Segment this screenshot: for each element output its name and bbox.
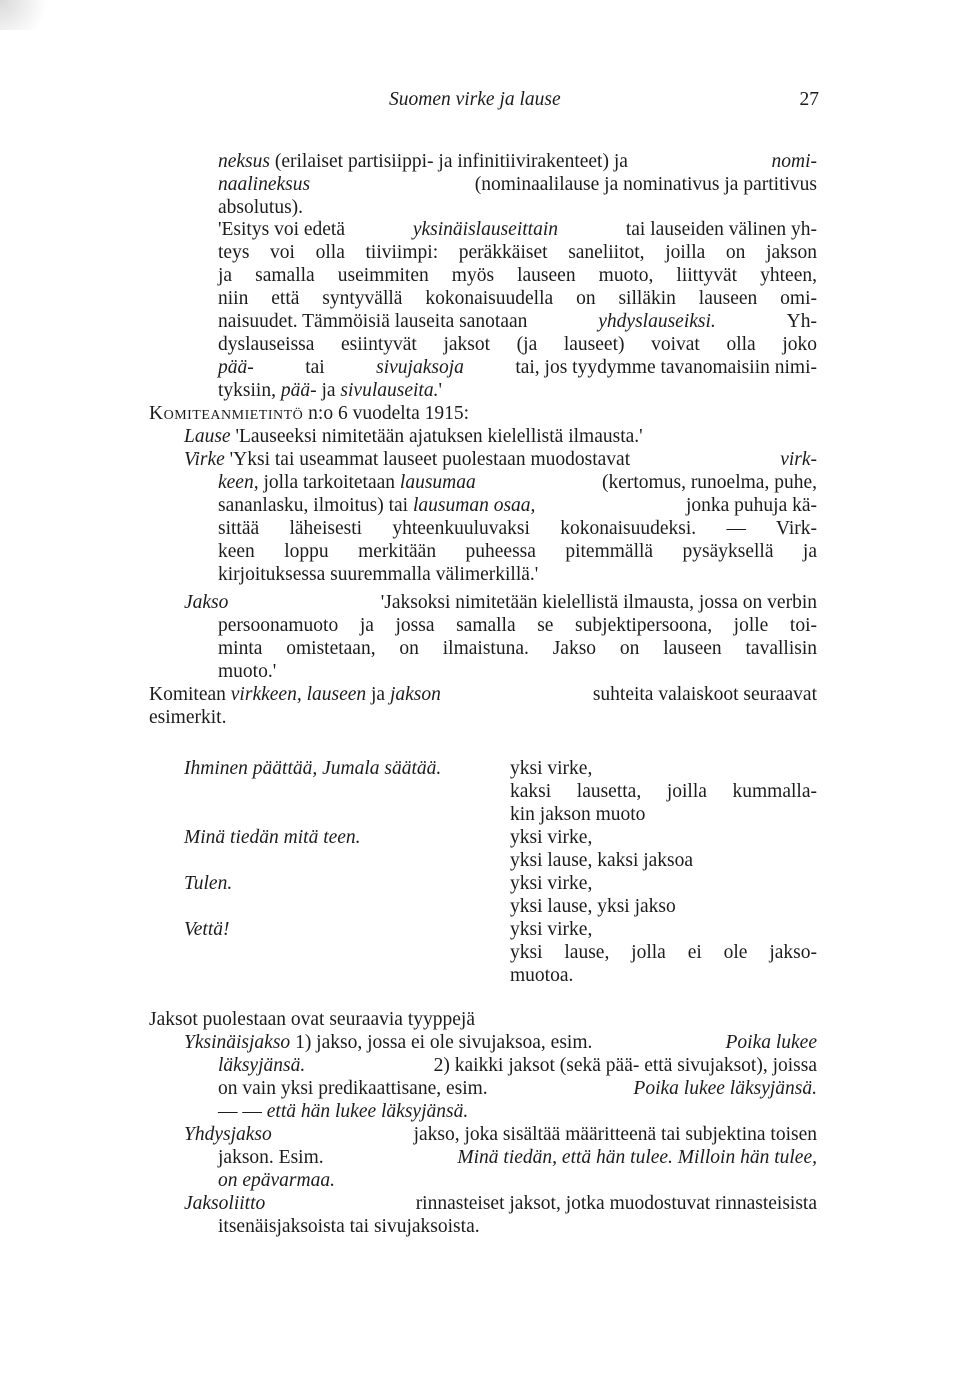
text-line: persoonamuoto ja jossa samalla se subjektipersoona, jolle toi-: [218, 615, 817, 636]
example-description: yksi lause, jolla ei ole jakso-: [510, 942, 817, 963]
example-description: yksi virke,: [510, 758, 593, 779]
text-line: tyksiin, pää- ja sivulauseita.': [218, 380, 442, 401]
example-description: muotoa.: [510, 965, 574, 986]
example-sentence: Tulen.: [184, 873, 233, 894]
text-line: neksus (erilaiset partisiippi- ja infinitiivirakenteet) ja nomi-: [218, 151, 817, 172]
text-line: niin että syntyvällä kokonaisuudella on silläkin lauseen omi-: [218, 288, 817, 309]
text-line: 'Esitys voi edetä yksinäislauseittain tai lauseiden välinen yh-: [218, 219, 817, 240]
text-line: teys voi olla tiiviimpi: peräkkäiset saneliitot, joilla on jakson: [218, 242, 817, 263]
text-line: Yksinäisjakso 1) jakso, jossa ei ole sivujaksoa, esim. Poika lukee: [184, 1032, 817, 1053]
text-line: sananlasku, ilmoitus) tai lausuman osaa, jonka puhuja kä-: [218, 495, 817, 516]
text-line: minta omistetaan, on ilmaistuna. Jakso on lauseen tavallisin: [218, 638, 817, 659]
page-number: 27: [799, 89, 819, 110]
example-sentence: Minä tiedän mitä teen.: [184, 827, 361, 848]
text-line: itsenäisjaksoista tai sivujaksoista.: [218, 1216, 480, 1237]
definition-lause: Lause 'Lauseeksi nimitetään ajatuksen kielellistä ilmausta.': [184, 426, 643, 447]
text-line: Jaksoliitto rinnasteiset jaksot, jotka muodostuvat rinnasteisista: [184, 1193, 817, 1214]
paragraph-jaksot: Jaksot puolestaan ovat seuraavia tyyppejä: [149, 1009, 475, 1030]
text-line: — — että hän lukee läksyjänsä.: [218, 1101, 469, 1122]
committee-reference: Komiteanmietintö n:o 6 vuodelta 1915:: [149, 403, 470, 424]
text-line: Jakso 'Jaksoksi nimitetään kielellistä ilmausta, jossa on verbin: [184, 592, 817, 613]
text-line: dyslauseissa esiintyvät jaksot (ja lauseet) voivat olla joko: [218, 334, 817, 355]
text-line: Virke 'Yksi tai useammat lauseet puolestaan muodostavat virk-: [184, 449, 817, 470]
text-line: Yhdysjakso jakso, joka sisältää määritteenä tai subjektina toisen: [184, 1124, 817, 1145]
example-sentence: Ihminen päättää, Jumala säätää.: [184, 758, 442, 779]
text-line: on epävarmaa.: [218, 1170, 335, 1191]
text-line: jakson. Esim. Minä tiedän, että hän tulee. Milloin hän tulee,: [218, 1147, 817, 1168]
example-description: kin jakson muoto: [510, 804, 646, 825]
example-description: kaksi lausetta, joilla kummalla-: [510, 781, 817, 802]
example-sentence: Vettä!: [184, 919, 230, 940]
text-line: ja samalla useimmiten myös lauseen muoto, liittyvät yhteen,: [218, 265, 817, 286]
scan-corner-shadow: [0, 0, 60, 30]
text-line: esimerkit.: [149, 707, 227, 728]
text-line: Komitean virkkeen, lauseen ja jakson suhteita valaiskoot seuraavat: [149, 684, 817, 705]
text-line: keen, jolla tarkoitetaan lausumaa (kertomus, runoelma, puhe,: [218, 472, 817, 493]
text-line: naalineksus (nominaalilause ja nominativus ja partitivus: [218, 174, 817, 195]
text-line: absolutus).: [218, 197, 304, 218]
example-description: yksi lause, kaksi jaksoa: [510, 850, 694, 871]
example-description: yksi virke,: [510, 919, 593, 940]
example-description: yksi virke,: [510, 873, 593, 894]
example-description: yksi virke,: [510, 827, 593, 848]
text-line: keen loppu merkitään puheessa pitemmällä pysäyksellä ja: [218, 541, 817, 562]
text-line: muoto.': [218, 661, 277, 682]
text-line: sittää läheisesti yhteenkuuluvaksi kokonaisuudeksi. — Virk-: [218, 518, 817, 539]
running-header-title: Suomen virke ja lause: [389, 89, 561, 110]
text-line: läksyjänsä. 2) kaikki jaksot (sekä pää- että sivujaksot), joissa: [218, 1055, 817, 1076]
text-line: pää- tai sivujaksoja tai, jos tyydymme tavanomaisiin nimi-: [218, 357, 817, 378]
text-line: kirjoituksessa suuremmalla välimerkillä.': [218, 564, 539, 585]
example-description: yksi lause, yksi jakso: [510, 896, 676, 917]
text-line: naisuudet. Tämmöisiä lauseita sanotaan yhdyslauseiksi. Yh-: [218, 311, 817, 332]
text-line: on vain yksi predikaattisane, esim. Poika lukee läksyjänsä.: [218, 1078, 817, 1099]
